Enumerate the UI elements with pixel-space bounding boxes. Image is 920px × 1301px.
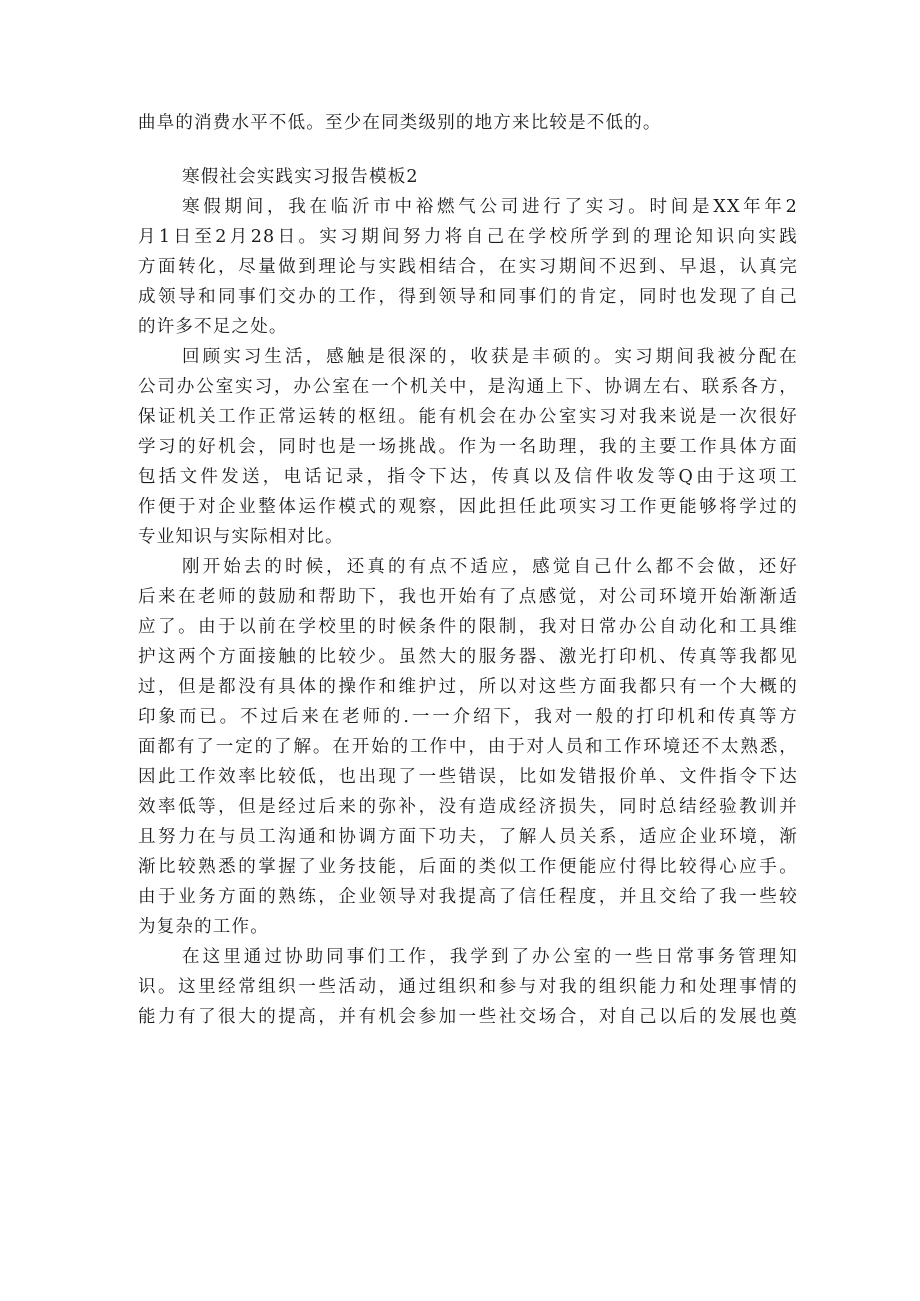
document-page [138,108,798,1032]
paragraph-1 [138,192,798,342]
paragraph-line: 公司办公室实习，办公室在一个机关中，是沟通上下、协调左右、联系各方， [138,377,798,397]
paragraph-line: 为复杂的工作。 [138,917,269,937]
paragraph-line: 刚开始去的时候，还真的有点不适应，感觉自己什么都不会做，还好 [182,557,798,577]
section-heading: 寒假社会实践实习报告模板2 [182,167,419,187]
paragraph-line: 寒假期间，我在临沂市中裕燃气公司进行了实习。时间是XX年年2 [182,197,798,217]
paragraph-line: 护这两个方面接触的比较少。虽然大的服务器、激光打印机、传真等我都见 [138,647,798,667]
paragraph-3 [138,552,798,942]
paragraph-4 [138,942,798,1032]
paragraph-2 [138,342,798,552]
paragraph-line: 方面转化，尽量做到理论与实践相结合，在实习期间不迟到、早退，认真完 [138,257,798,277]
paragraph-line: 且努力在与员工沟通和协调方面下功夫，了解人员关系，适应企业环境，渐 [138,827,798,847]
paragraph-line: 面都有了一定的了解。在开始的工作中，由于对人员和工作环境还不太熟悉， [138,737,798,757]
paragraph-line: 专业知识与实际相对比。 [138,527,344,547]
paragraph-line: 由于业务方面的熟练，企业领导对我提高了信任程度，并且交给了我一些较 [138,887,798,907]
paragraph-line: 的许多不足之处。 [138,317,288,337]
paragraph-line: 渐比较熟悉的掌握了业务技能，后面的类似工作便能应付得比较得心应手。 [138,857,798,877]
paragraph-line: 效率低等，但是经过后来的弥补，没有造成经济损失，同时总结经验教训并 [138,797,798,817]
paragraph-line: 能力有了很大的提高，并有机会参加一些社交场合，对自己以后的发展也奠 [138,1007,798,1027]
paragraph-line: 因此工作效率比较低，也出现了一些错误，比如发错报价单、文件指令下达 [138,767,798,787]
lead-paragraph-line: 曲阜的消费水平不低。至少在同类级别的地方来比较是不低的。 [138,113,662,133]
paragraph-line: 过，但是都没有具体的操作和维护过，所以对这些方面我都只有一个大概的 [138,677,798,697]
paragraph-line: 识。这里经常组织一些活动，通过组织和参与对我的组织能力和处理事情的 [138,977,798,997]
paragraph-line: 应了。由于以前在学校里的时候条件的限制，我对日常办公自动化和工具维 [138,617,798,637]
paragraph-line: 保证机关工作正常运转的枢纽。能有机会在办公室实习对我来说是一次很好 [138,407,798,427]
paragraph-line: 作便于对企业整体运作模式的观察，因此担任此项实习工作更能够将学过的 [138,497,798,517]
paragraph-line: 学习的好机会，同时也是一场挑战。作为一名助理，我的主要工作具体方面 [138,437,798,457]
paragraph-line: 成领导和同事们交办的工作，得到领导和同事们的肯定，同时也发现了自己 [138,287,798,307]
paragraph-line: 月1日至2月28日。实习期间努力将自己在学校所学到的理论知识向实践 [138,227,798,247]
paragraph-line: 回顾实习生活，感触是很深的，收获是丰硕的。实习期间我被分配在 [182,347,798,367]
paragraph-line: 后来在老师的鼓励和帮助下，我也开始有了点感觉，对公司环境开始渐渐适 [138,587,798,607]
paragraph-line: 印象而已。不过后来在老师的.一一介绍下，我对一般的打印机和传真等方 [138,707,798,727]
paragraph-line: 包括文件发送，电话记录，指令下达，传真以及信件收发等Q由于这项工 [138,467,798,487]
paragraph-line: 在这里通过协助同事们工作，我学到了办公室的一些日常事务管理知 [182,947,798,967]
